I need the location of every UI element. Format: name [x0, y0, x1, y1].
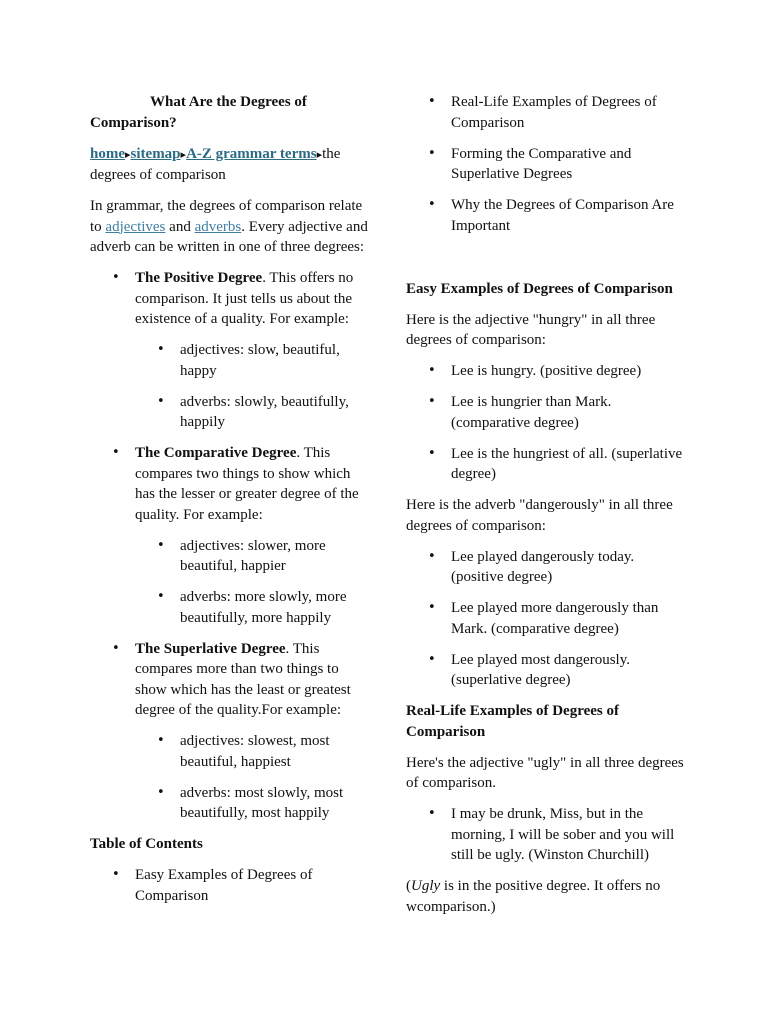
example-item: • adverbs: most slowly, most beautifully, most happily — [135, 783, 370, 824]
example-item: • Lee played most dangerously. (superlative degree) — [406, 650, 684, 691]
example-item: • adjectives: slow, beautiful, happy — [135, 340, 370, 381]
degree-item-superlative — [90, 639, 370, 824]
degree-name: The Superlative Degree — [135, 640, 286, 657]
example-item: • Lee is hungrier than Mark. (comparative degree) — [406, 392, 684, 433]
degree-name: The Comparative Degree — [135, 445, 297, 461]
spacer — [406, 247, 684, 279]
intro-text: . Every adjective and adverb can be written in one of three degrees: — [90, 218, 368, 255]
example-item: • adverbs: slowly, beautifully, happily — [135, 392, 370, 433]
adverb-intro: Here is the adverb "dangerously" in all three degrees of comparison: — [406, 497, 673, 534]
intro-text: In grammar, the degrees of comparison relate to — [90, 198, 363, 235]
ugly-note — [406, 876, 684, 917]
easy-examples-heading: Easy Examples of Degrees of Comparison — [406, 280, 673, 297]
example-list — [135, 731, 370, 824]
degree-item-positive — [90, 268, 370, 433]
adjectives-link[interactable]: adjectives — [105, 218, 166, 235]
degree-name: The Positive Degree — [135, 270, 263, 286]
intro-paragraph — [90, 196, 370, 258]
breadcrumb-arrow-icon: ▸ — [180, 147, 187, 161]
breadcrumb-arrow-icon: ▸ — [316, 147, 323, 161]
toc-list-continued — [406, 92, 684, 236]
quote-item: • I may be drunk, Miss, but in the morning, I will be sober and you will still be ugly. (Winston Churchill) — [406, 804, 684, 866]
page-title — [90, 92, 370, 133]
example-item: • adjectives: slower, more beautiful, happier — [135, 536, 370, 577]
example-item: • Lee is the hungriest of all. (superlative degree) — [406, 444, 684, 485]
toc-item[interactable]: • Forming the Comparative and Superlative Degrees — [406, 144, 684, 185]
example-item: • adverbs: more slowly, more beautifully, more happily — [135, 587, 370, 628]
degree-desc: . This compares more than two things to show which has the least or greatest degree of the quality.For example: — [135, 640, 351, 718]
degree-desc: . This compares two things to show which has the lesser or greater degree of the quality. For example: — [135, 445, 359, 523]
page-title-text: What Are the Degrees of Comparison? — [90, 94, 307, 131]
note-word: Ugly — [411, 878, 441, 894]
degree-desc: . This offers no comparison. It just tells us about the existence of a quality. For example: — [135, 270, 354, 327]
right-column — [406, 92, 684, 928]
left-column — [90, 92, 370, 917]
breadcrumb-home-link[interactable]: home — [90, 145, 125, 162]
breadcrumb-current: the degrees of comparison — [90, 145, 341, 183]
quote-list — [406, 804, 684, 866]
intro-text: and — [165, 218, 195, 235]
note-text: is in the positive degree. It offers no wcomparison.) — [406, 878, 661, 915]
example-item: • Lee played more dangerously than Mark. (comparative degree) — [406, 598, 684, 639]
adjective-examples-list — [406, 361, 684, 485]
degrees-list — [90, 268, 370, 824]
adjective-intro: Here is the adjective "hungry" in all three degrees of comparison: — [406, 311, 656, 348]
real-life-intro: Here's the adjective "ugly" in all three degrees of comparison. — [406, 754, 684, 791]
example-item: • Lee is hungry. (positive degree) — [406, 361, 684, 382]
example-list — [135, 340, 370, 433]
degree-item-comparative — [90, 443, 370, 628]
adverb-examples-list — [406, 547, 684, 691]
example-item: • Lee played dangerously today. (positive degree) — [406, 547, 684, 588]
real-life-heading: Real-Life Examples of Degrees of Comparison — [406, 703, 620, 740]
note-text: ( — [406, 878, 411, 894]
breadcrumb — [90, 144, 370, 186]
breadcrumb-arrow-icon: ▸ — [125, 147, 131, 161]
toc-item[interactable]: • Real-Life Examples of Degrees of Comparison — [406, 92, 684, 133]
breadcrumb-az-link[interactable]: A-Z grammar terms — [186, 145, 317, 162]
toc-list — [90, 865, 370, 906]
example-list — [135, 536, 370, 629]
example-item: • adjectives: slowest, most beautiful, happiest — [135, 731, 370, 772]
adverbs-link[interactable]: adverbs — [194, 218, 242, 235]
toc-item[interactable]: • Easy Examples of Degrees of Comparison — [90, 865, 370, 906]
breadcrumb-sitemap-link[interactable]: sitemap — [130, 145, 181, 162]
toc-heading: Table of Contents — [90, 836, 203, 852]
toc-item[interactable]: • Why the Degrees of Comparison Are Important — [406, 195, 684, 236]
